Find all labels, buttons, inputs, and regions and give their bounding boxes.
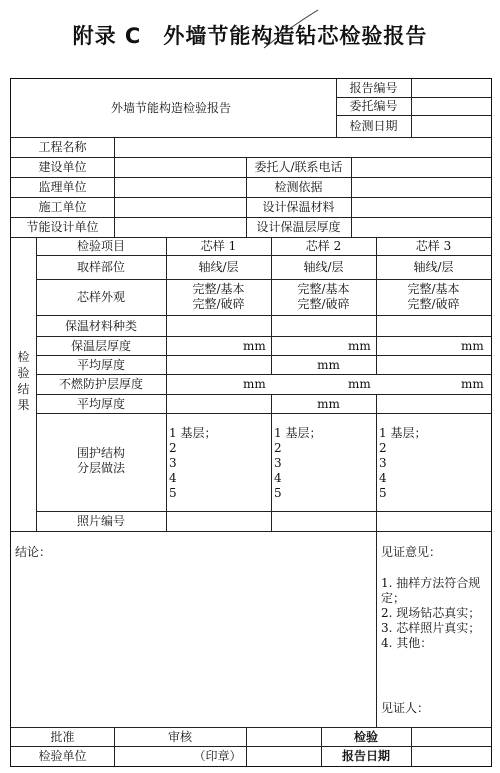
row-label-insulation-thickness: 保温层厚度 — [70, 339, 131, 353]
witness-opinion-label: 见证意见： — [381, 545, 442, 559]
review-label: 审核 — [167, 730, 192, 744]
builder-unit-label: 施工单位 — [38, 200, 87, 214]
report-form — [10, 78, 492, 767]
results-side-label: 检 验 结 果 — [17, 350, 30, 412]
sample-1-location: 轴线/层 — [198, 260, 239, 274]
sample-3-location: 轴线/层 — [413, 260, 454, 274]
avg-thickness-2-unit: mm — [317, 397, 340, 411]
report-date-label: 报告日期 — [341, 749, 390, 763]
sample-2-fireproof-unit: mm — [348, 377, 371, 391]
sample-3-insulation-unit: mm — [461, 339, 484, 353]
supervision-unit-label: 监理单位 — [38, 180, 87, 194]
sample-2-location: 轴线/层 — [303, 260, 344, 274]
sample-2-appearance: 完整/基本 完整/破碎 — [297, 282, 350, 311]
row-label-avg-thickness-2: 平均厚度 — [76, 397, 125, 411]
row-label-avg-thickness: 平均厚度 — [76, 358, 125, 372]
project-name-label: 工程名称 — [38, 140, 87, 154]
row-label-appearance: 芯样外观 — [76, 290, 125, 304]
test-date-label: 检测日期 — [349, 119, 398, 133]
sample-1-insulation-unit: mm — [243, 339, 266, 353]
row-label-fireproof-thickness: 不燃防护层厚度 — [58, 377, 143, 391]
approve-label: 批准 — [50, 730, 75, 744]
sample-2-layers: 1 基层； 2 3 4 5 — [274, 426, 322, 500]
sample-1-appearance: 完整/基本 完整/破碎 — [192, 282, 245, 311]
conclusion-label: 结论： — [15, 545, 52, 559]
construction-unit-label: 建设单位 — [38, 160, 87, 174]
witness-items: 1. 抽样方法符合规 定； 2. 现场钻芯真实； 3. 芯样照片真实； 4. 其他： — [381, 576, 481, 650]
sample-3-header: 芯样 3 — [415, 239, 452, 253]
test-basis-label: 检测依据 — [274, 180, 323, 194]
row-label-item: 检验项目 — [76, 239, 125, 253]
sample-1-header: 芯样 1 — [200, 239, 237, 253]
inspection-unit-label: 检验单位 — [38, 749, 87, 763]
row-label-layer-method: 围护结构 分层做法 — [76, 446, 125, 475]
avg-thickness-unit: mm — [317, 358, 340, 372]
report-name: 外墙节能构造检验报告 — [110, 101, 231, 115]
sample-3-appearance: 完整/基本 完整/破碎 — [407, 282, 460, 311]
design-insulation-thickness-label: 设计保温层厚度 — [256, 220, 341, 234]
sample-1-layers: 1 基层； 2 3 4 5 — [169, 426, 217, 500]
sample-1-fireproof-unit: mm — [243, 377, 266, 391]
document-title: 附录 C 外墙节能构造钻芯检验报告 — [72, 24, 428, 48]
inspect-label: 检验 — [353, 730, 378, 744]
pen-mark-icon — [262, 8, 322, 50]
sample-2-header: 芯样 2 — [305, 239, 342, 253]
energy-design-unit-label: 节能设计单位 — [26, 220, 99, 234]
sample-3-layers: 1 基层； 2 3 4 5 — [379, 426, 427, 500]
commission-no-label: 委托编号 — [349, 99, 398, 113]
sample-3-fireproof-unit: mm — [461, 377, 484, 391]
sample-2-insulation-unit: mm — [348, 339, 371, 353]
report-no-label: 报告编号 — [349, 81, 398, 95]
seal-label: （印章） — [193, 749, 242, 763]
row-label-photo-no: 照片编号 — [76, 514, 125, 528]
row-label-location: 取样部位 — [76, 260, 125, 274]
row-label-material-type: 保温材料种类 — [64, 319, 137, 333]
design-insulation-material-label: 设计保温材料 — [262, 200, 335, 214]
client-contact-label: 委托人/联系电话 — [254, 160, 343, 174]
witness-person-label: 见证人： — [381, 701, 430, 715]
